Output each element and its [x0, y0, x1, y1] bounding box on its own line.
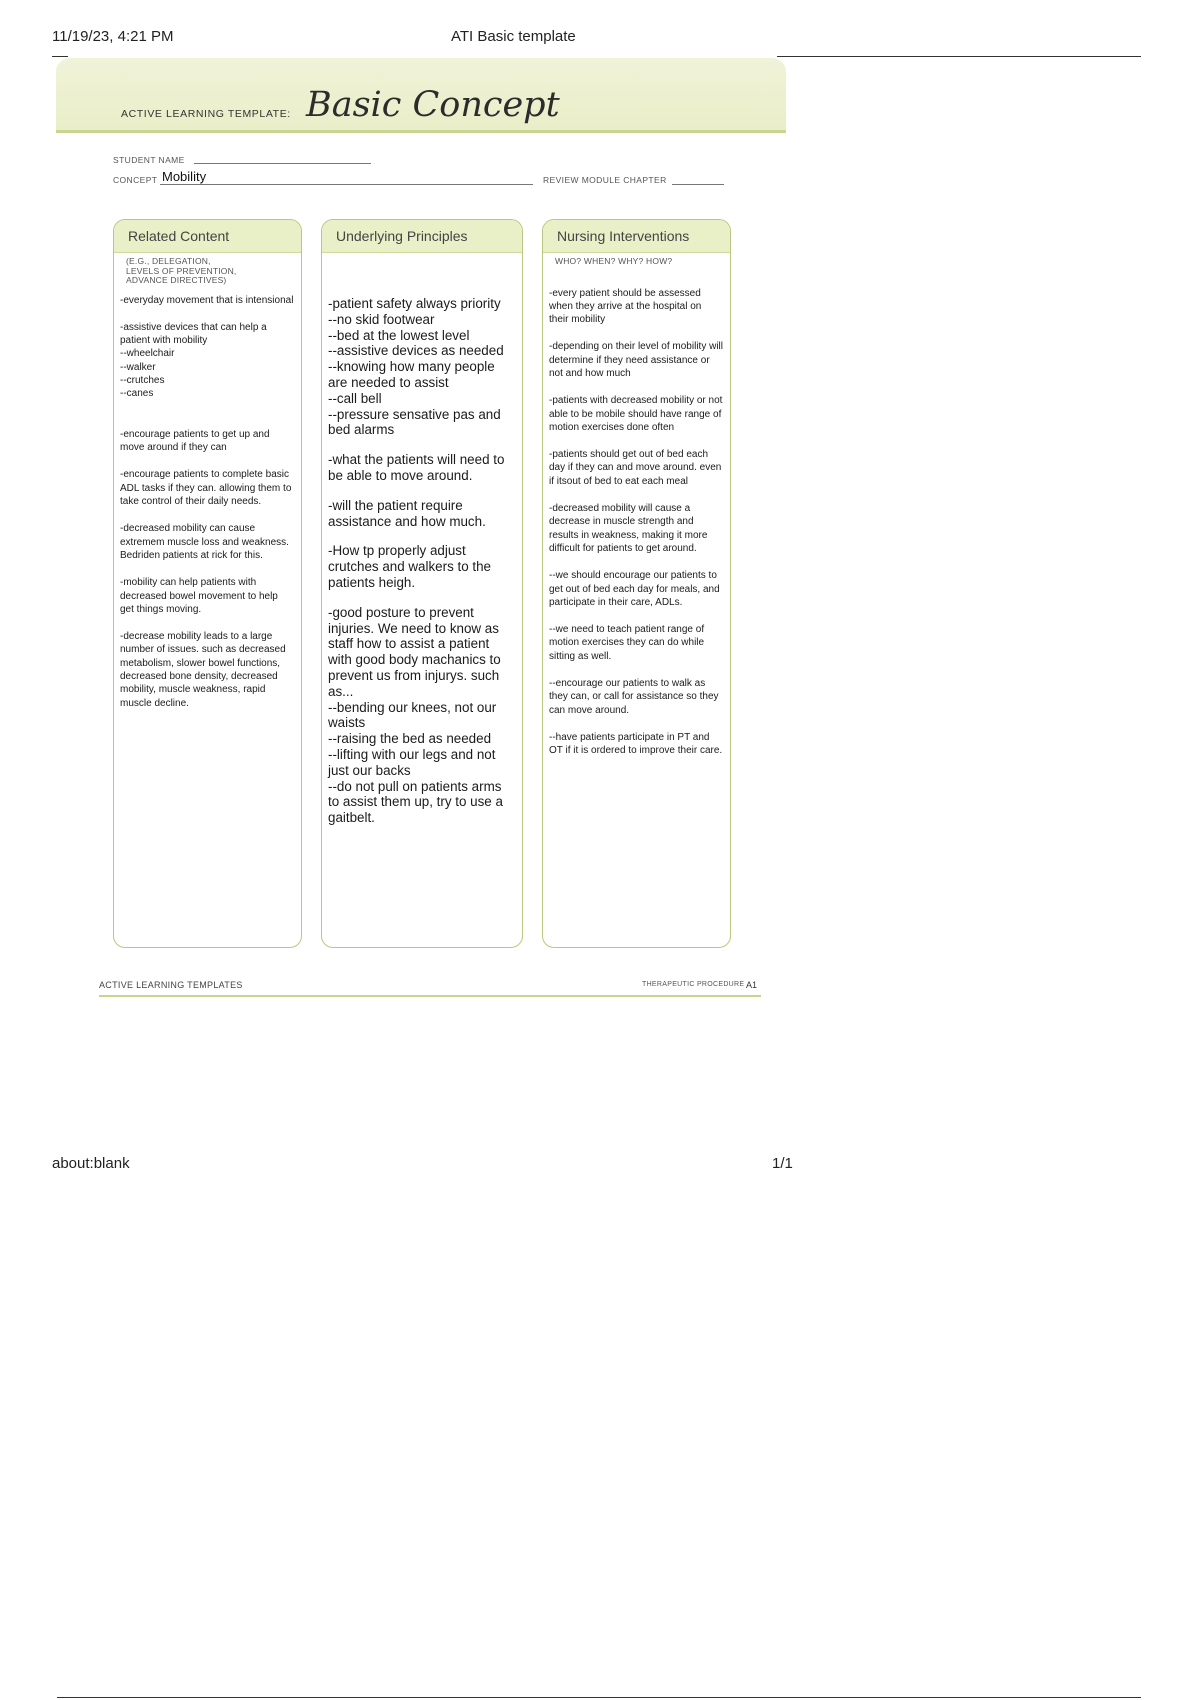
interventions-item: --we should encourage our patients to get out of bed each day for meals, and participate in their care, ADLs. [549, 570, 720, 608]
concept-value[interactable]: Mobility [162, 169, 207, 184]
chapter-line [672, 184, 724, 185]
template-footer-page: A1 [746, 980, 758, 990]
underlying-principles-body[interactable] [322, 296, 522, 826]
chapter-label: REVIEW MODULE CHAPTER [543, 175, 667, 185]
concept-label: CONCEPT [113, 175, 158, 185]
related-content-box [113, 219, 302, 948]
header-rule-left [52, 56, 68, 57]
student-name-line [194, 163, 371, 164]
template-prefix: ACTIVE LEARNING TEMPLATE: [121, 108, 291, 120]
interventions-item: -patients with decreased mobility or not able to be mobile should have range of motion exercises done often [549, 395, 723, 433]
related-content-item: -decreased mobility can cause extremem muscle loss and weakness. Bedriden patients at rick for this. [120, 523, 289, 561]
nursing-interventions-body[interactable] [543, 287, 730, 758]
related-content-heading: Related Content [114, 220, 301, 253]
principles-item: -How tp properly adjust crutches and walkers to the patients heigh. [328, 543, 492, 590]
nursing-interventions-box [542, 219, 731, 948]
print-url: about:blank [52, 1155, 130, 1172]
interventions-item: -decreased mobility will cause a decrease in muscle strength and results in weakness, making it more difficult for patients to get around. [549, 503, 708, 554]
related-content-body[interactable] [114, 294, 301, 710]
interventions-item: -depending on their level of mobility will determine if they need assistance or not and how much [549, 341, 723, 379]
template-footer-line [99, 995, 761, 997]
related-content-item: -everyday movement that is intensional [120, 294, 294, 306]
related-content-item: -mobility can help patients with decreased bowel movement to help get things moving. [120, 577, 278, 615]
header-rule-right [777, 56, 1141, 57]
nursing-interventions-heading: Nursing Interventions [543, 220, 730, 253]
interventions-item: --encourage our patients to walk as they can, or call for assistance so they can move around. [549, 678, 719, 716]
principles-item: -good posture to prevent injuries. We need to know as staff how to assist a patient with good body machanics to prevent us from injurys. such as... --bending our knees, not our waists --raising the bed as needed --lifting with our legs and not just our backs --do not pull on patients arms to assist them up, try to use a gaitbelt. [328, 604, 503, 826]
related-content-item: -assistive devices that can help a patient with mobility --wheelchair --walker --crutches --canes [120, 321, 267, 400]
template-footer-right: THERAPEUTIC PROCEDURE [642, 981, 745, 988]
print-page-count: 1/1 [772, 1155, 793, 1172]
related-content-subheading: (E.G., DELEGATION, LEVELS OF PREVENTION, ADVANCE DIRECTIVES) [126, 256, 237, 285]
interventions-item: --have patients participate in PT and OT if it is ordered to improve their care. [549, 731, 723, 757]
print-datetime: 11/19/23, 4:21 PM [52, 28, 174, 45]
related-content-item: -encourage patients to get up and move around if they can [120, 428, 270, 454]
principles-item: -what the patients will need to be able to move around. [328, 452, 505, 483]
principles-item: -will the patient require assistance and how much. [328, 497, 486, 529]
bottom-rule [57, 1697, 1141, 1698]
underlying-principles-box [321, 219, 523, 948]
template-title: Basic Concept [306, 85, 560, 125]
interventions-item: -every patient should be assessed when they arrive at the hospital on their mobility [549, 287, 702, 326]
related-content-item: -encourage patients to complete basic ADL tasks if they can. allowing them to take control of their daily needs. [120, 469, 292, 508]
underlying-principles-heading: Underlying Principles [322, 220, 522, 253]
interventions-item: --we need to teach patient range of motion exercises they can do while sitting as well. [549, 624, 705, 662]
student-name-label: STUDENT NAME [113, 155, 185, 165]
concept-line [160, 184, 533, 185]
template-footer-left: ACTIVE LEARNING TEMPLATES [99, 980, 243, 990]
principles-item: -patient safety always priority --no skid footwear --bed at the lowest level --assistive devices as needed --knowing how many people are needed to assist --call bell --pressure sensative pas and bed alarms [328, 296, 504, 438]
related-content-item: -decrease mobility leads to a large number of issues. such as decreased metabolism, slower bowel functions, decreased bone density, decreased mobility, muscle weakness, rapid muscle decline. [120, 631, 286, 709]
interventions-item: -patients should get out of bed each day if they can and move around. even if itsout of bed to eat each meal [549, 449, 722, 487]
nursing-interventions-subheading: WHO? WHEN? WHY? HOW? [555, 256, 673, 266]
print-page-title: ATI Basic template [451, 28, 576, 45]
